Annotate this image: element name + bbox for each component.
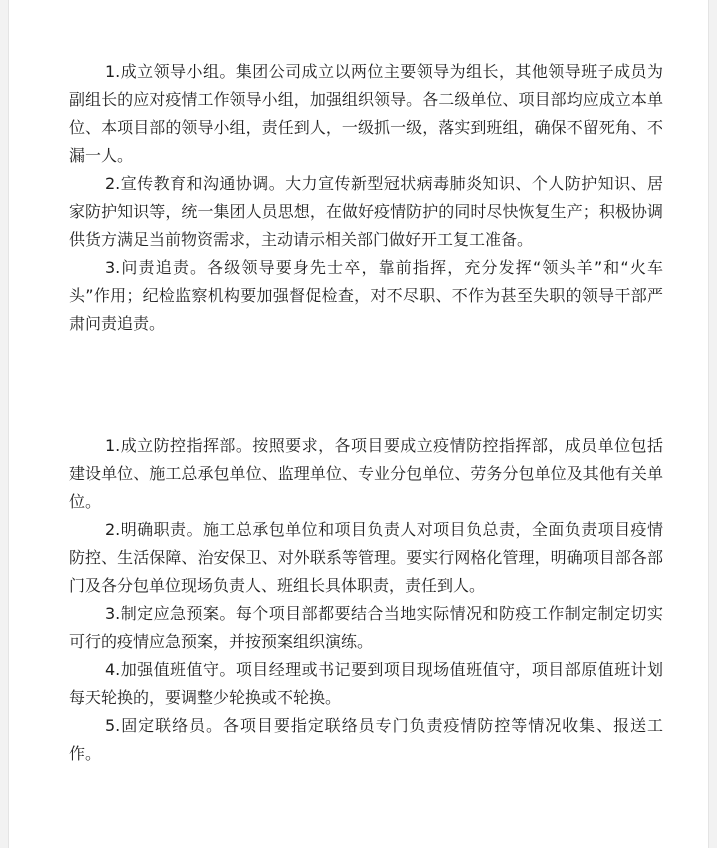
paragraph: 5.固定联络员。各项目要指定联络员专门负责疫情防控等情况收集、报送工作。 — [69, 716, 663, 763]
section-project-measures — [69, 432, 663, 768]
document-page — [8, 0, 709, 848]
paragraph: 1.成立领导小组。集团公司成立以两位主要领导为组长，其他领导班子成员为副组长的应对疫情工作领导小组，加强组织领导。各二级单位、项目部均应成立本单位、本项目部的领导小组，责任到人，一级抓一级，落实到班组，确保不留死角、不漏一人。 — [69, 62, 663, 165]
paragraph: 2.明确职责。施工总承包单位和项目负责人对项目负总责，全面负责项目疫情防控、生活保障、治安保卫、对外联系等管理。要实行网格化管理，明确项目部各部门及各分包单位现场负责人、班组长具体职责，责任到人。 — [69, 520, 663, 595]
paragraph: 1.成立防控指挥部。按照要求，各项目要成立疫情防控指挥部，成员单位包括建设单位、施工总承包单位、监理单位、专业分包单位、劳务分包单位及其他有关单位。 — [69, 436, 663, 511]
paragraph: 3.问责追责。各级领导要身先士卒，靠前指挥，充分发挥“领头羊”和“火车头”作用；纪检监察机构要加强督促检查，对不尽职、不作为甚至失职的领导干部严肃问责追责。 — [69, 258, 663, 333]
section-leadership-measures — [69, 58, 663, 338]
paragraph: 2.宣传教育和沟通协调。大力宣传新型冠状病毒肺炎知识、个人防护知识、居家防护知识等，统一集团人员思想，在做好疫情防护的同时尽快恢复生产；积极协调供货方满足当前物资需求，主动请示相关部门做好开工复工准备。 — [69, 174, 663, 249]
paragraph: 4.加强值班值守。项目经理或书记要到项目现场值班值守，项目部原值班计划每天轮换的，要调整少轮换或不轮换。 — [69, 660, 663, 707]
paragraph: 3.制定应急预案。每个项目部都要结合当地实际情况和防疫工作制定制定切实可行的疫情应急预案，并按预案组织演练。 — [69, 604, 663, 651]
